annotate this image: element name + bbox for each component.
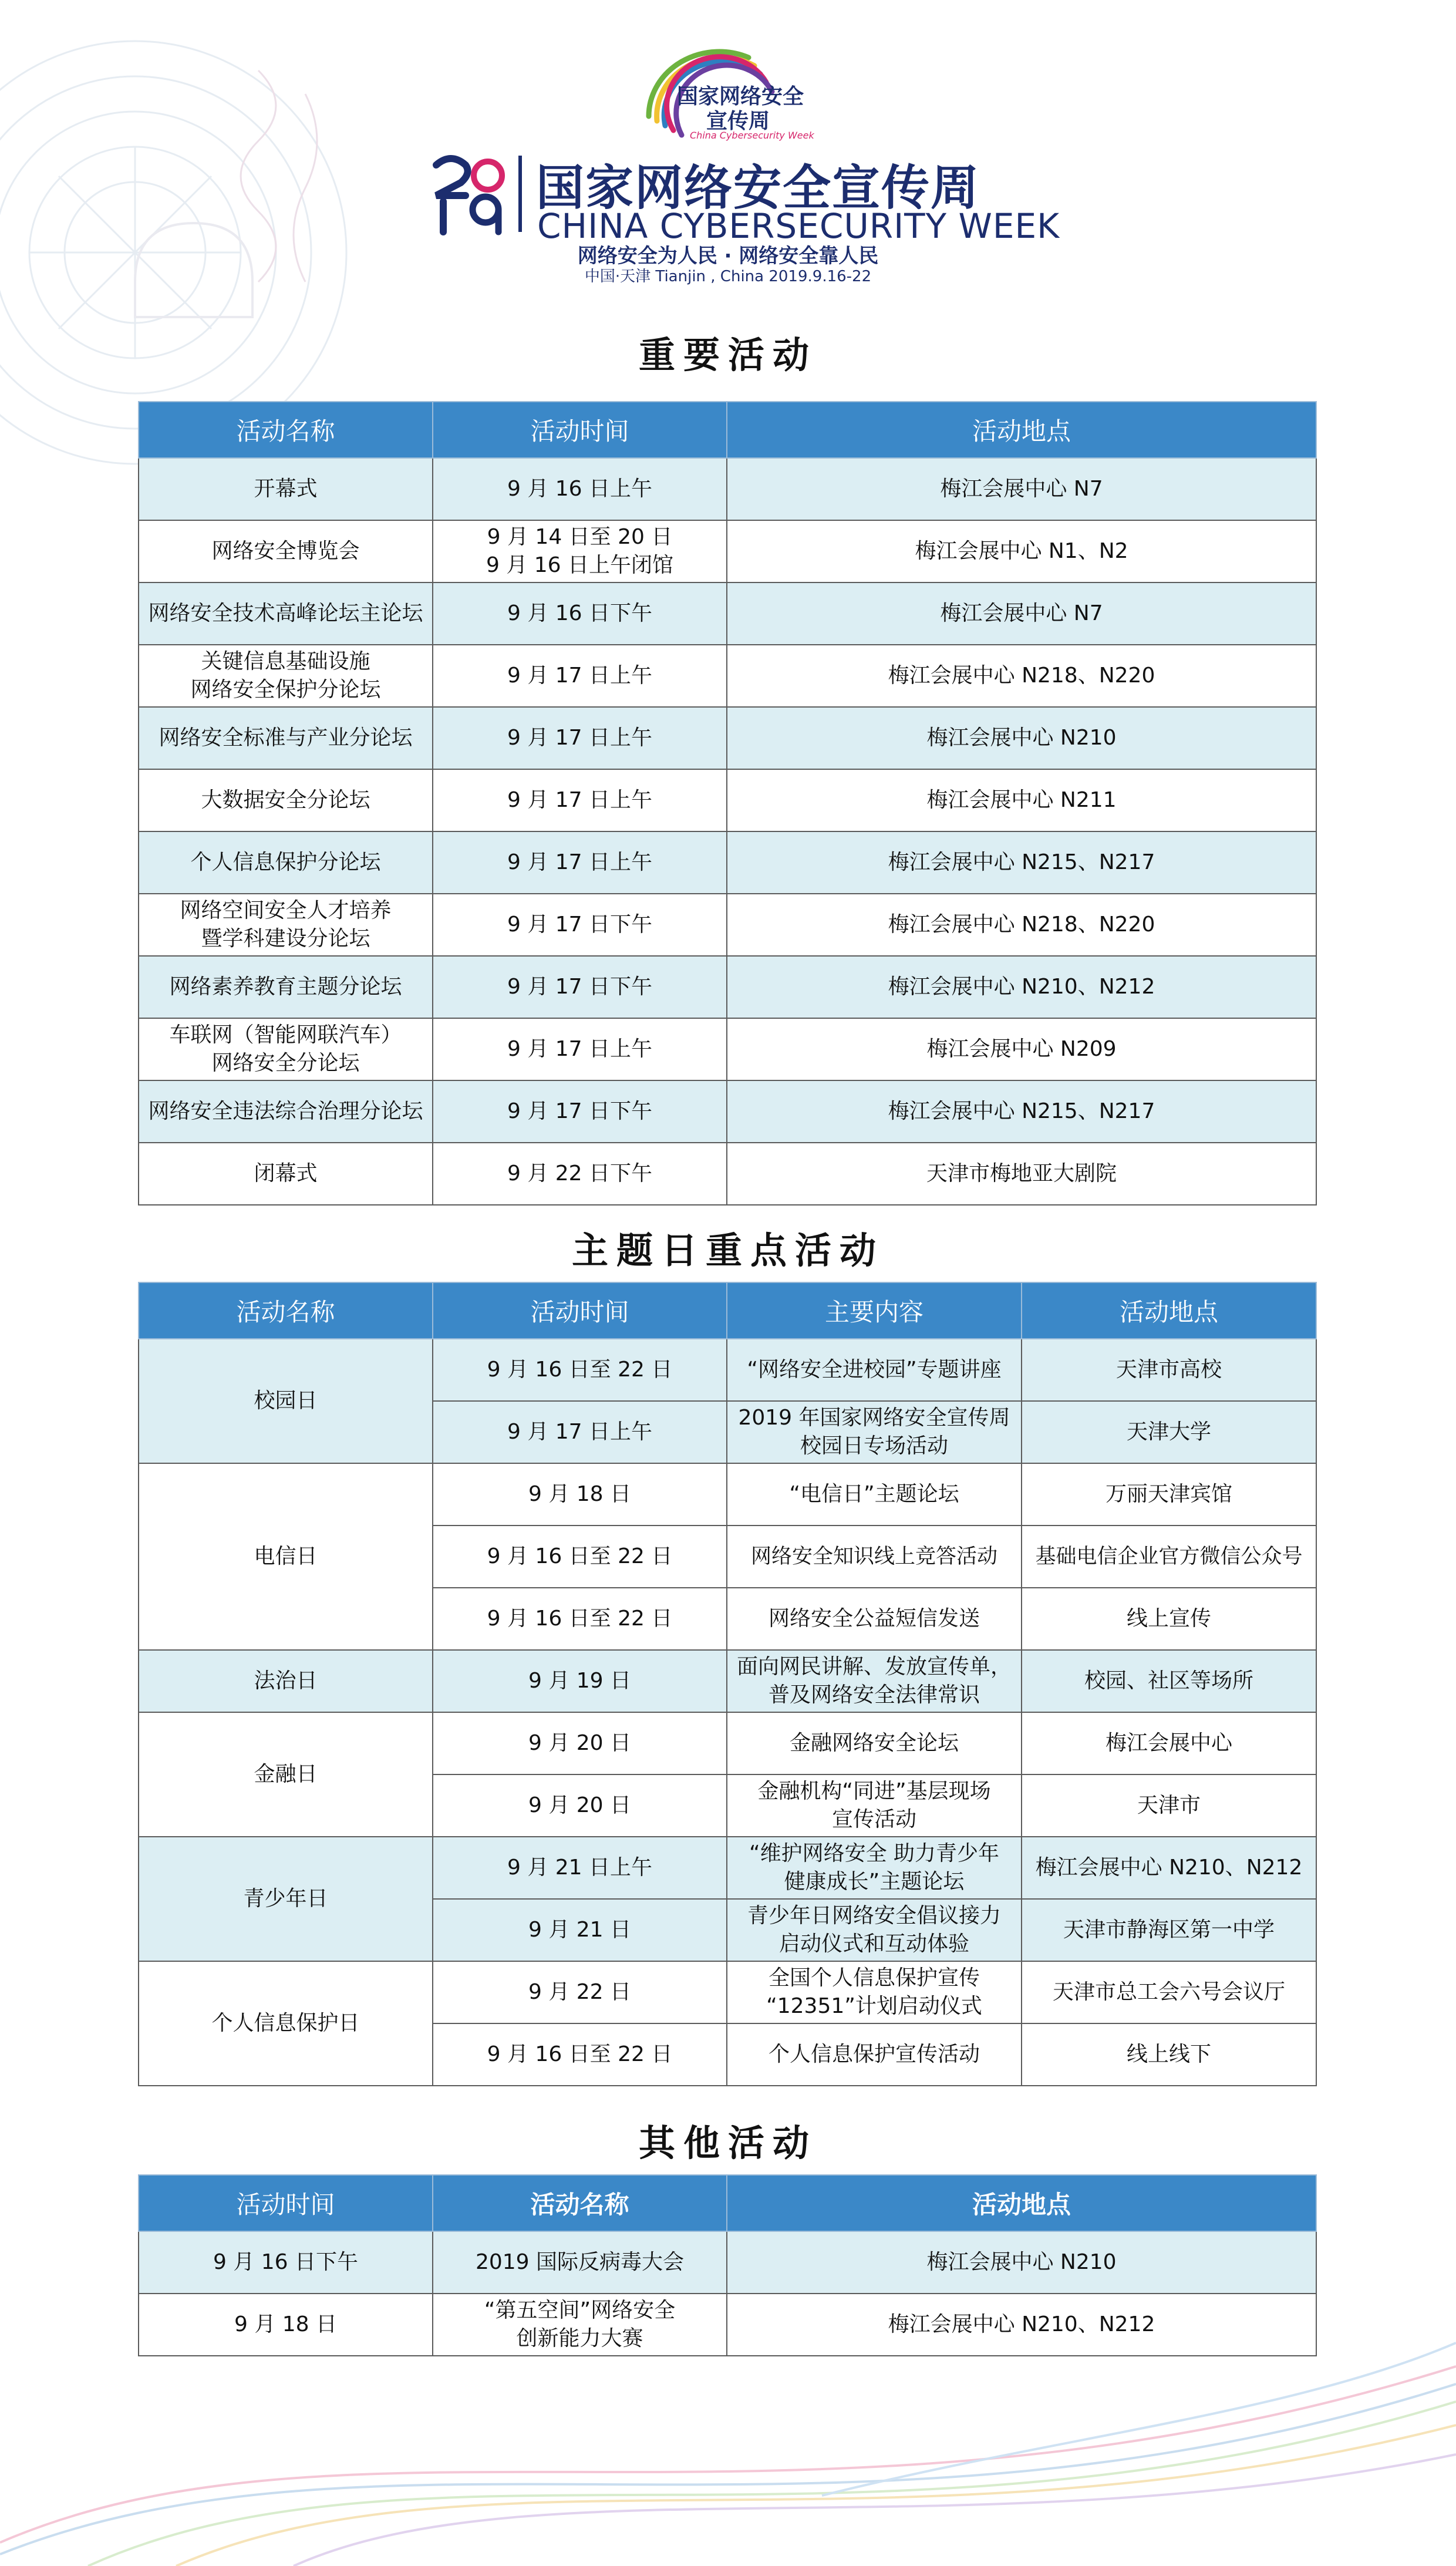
activity-content: 2019 年国家网络安全宣传周 校园日专场活动 [727,1401,1022,1463]
activity-place: 天津大学 [1022,1401,1316,1463]
activity-place: 梅江会展中心 [1022,1712,1316,1774]
table-header-row [139,1282,1316,1339]
activity-time: 9 月 16 日至 22 日 [433,1526,727,1588]
event-time: 9 月 17 日上午 [433,707,727,769]
table-row [139,1143,1316,1205]
activity-place: 天津市高校 [1022,1339,1316,1401]
cybersecurity-week-emblem [631,46,819,151]
activity-time: 9 月 16 日至 22 日 [433,1588,727,1650]
emblem-english-text: China Cybersecurity Week [690,130,814,141]
event-name: 开幕式 [139,458,433,520]
event-place: 梅江会展中心 N218、N220 [727,894,1316,956]
emblem-title-line2: 宣传周 [706,109,770,133]
table-row [139,956,1316,1018]
event-place: 梅江会展中心 N7 [727,458,1316,520]
activity-content: “电信日”主题论坛 [727,1463,1022,1526]
year-text: 2019 [470,233,471,234]
event-place: 天津市梅地亚大剧院 [727,1143,1316,1205]
activity-time: 9 月 21 日 [433,1899,727,1961]
event-name: 闭幕式 [139,1143,433,1205]
event-place: 梅江会展中心 N210、N212 [727,2294,1316,2356]
activity-content: 网络安全知识线上竞答活动 [727,1526,1022,1588]
event-name: 车联网（智能网联汽车） 网络安全分论坛 [139,1018,433,1080]
event-place: 梅江会展中心 N210 [727,2231,1316,2294]
table-row [139,582,1316,645]
theme-day-events-table [138,1282,1317,2086]
event-time: 9 月 17 日下午 [433,1080,727,1143]
event-time: 9 月 17 日下午 [433,894,727,956]
table-row [139,1339,1316,1401]
table-row [139,1837,1316,1899]
event-time: 9 月 17 日上午 [433,769,727,831]
activity-place: 线上线下 [1022,2023,1316,2086]
activity-place: 线上宣传 [1022,1588,1316,1650]
event-time: 9 月 17 日上午 [433,645,727,707]
event-time: 9 月 16 日上午 [433,458,727,520]
activity-place: 梅江会展中心 N210、N212 [1022,1837,1316,1899]
activity-place: 万丽天津宾馆 [1022,1463,1316,1526]
activity-place: 天津市总工会六号会议厅 [1022,1961,1316,2023]
column-header: 活动地点 [1022,1282,1316,1339]
activity-content: “维护网络安全 助力青少年 健康成长”主题论坛 [727,1837,1022,1899]
column-header: 活动地点 [727,402,1316,458]
event-place: 梅江会展中心 N209 [727,1018,1316,1080]
event-time: 9 月 17 日上午 [433,831,727,894]
table-header-row [139,402,1316,458]
wave-ribbon-decoration [0,2319,1456,2566]
activity-place: 天津市 [1022,1774,1316,1837]
main-logo-lockup [432,150,1060,246]
emblem-title-line1: 国家网络安全 [677,85,804,109]
table-row [139,520,1316,582]
event-time: 9 月 17 日上午 [433,1018,727,1080]
activity-content: 青少年日网络安全倡议接力 启动仪式和互动体验 [727,1899,1022,1961]
table-row [139,1080,1316,1143]
event-place: 梅江会展中心 N215、N217 [727,831,1316,894]
table-row [139,1650,1316,1712]
table-row [139,707,1316,769]
table-row [139,894,1316,956]
activity-content: “网络安全进校园”专题讲座 [727,1339,1022,1401]
activity-content: 面向网民讲解、发放宣传单， 普及网络安全法律常识 [727,1650,1022,1712]
event-name: 网络安全博览会 [139,520,433,582]
table-header-row [139,2175,1316,2231]
activity-time: 9 月 19 日 [433,1650,727,1712]
column-header: 活动名称 [139,402,433,458]
activity-content: 金融机构“同进”基层现场 宣传活动 [727,1774,1022,1837]
table-row [139,645,1316,707]
section-title-major-events: 重要活动 [638,334,817,376]
activity-time: 9 月 16 日至 22 日 [433,1339,727,1401]
table-row [139,831,1316,894]
theme-day-name: 青少年日 [139,1837,433,1961]
event-name: 网络素养教育主题分论坛 [139,956,433,1018]
theme-day-name: 法治日 [139,1650,433,1712]
table-row [139,458,1316,520]
event-name: 网络空间安全人才培养 暨学科建设分论坛 [139,894,433,956]
column-header: 活动时间 [139,2175,433,2231]
event-slogan: 网络安全为人民 · 网络安全靠人民 [577,244,879,268]
table-row [139,1961,1316,2023]
column-header: 活动地点 [727,2175,1316,2231]
activity-place: 天津市静海区第一中学 [1022,1899,1316,1961]
event-place: 梅江会展中心 N211 [727,769,1316,831]
event-time: 9 月 17 日下午 [433,956,727,1018]
event-place-date: 中国·天津 Tianjin , China 2019.9.16-22 [584,268,872,285]
event-name: 网络安全技术高峰论坛主论坛 [139,582,433,645]
column-header: 主要内容 [727,1282,1022,1339]
event-place: 梅江会展中心 N210 [727,707,1316,769]
event-title-chinese: 国家网络安全宣传周 [536,160,980,216]
activity-content: 网络安全公益短信发送 [727,1588,1022,1650]
event-time: 9 月 14 日至 20 日 9 月 16 日上午闭馆 [433,520,727,582]
table-row [139,1018,1316,1080]
event-time: 9 月 22 日下午 [433,1143,727,1205]
theme-day-name: 个人信息保护日 [139,1961,433,2086]
table-row [139,2294,1316,2356]
table-row [139,1712,1316,1774]
event-place: 梅江会展中心 N210、N212 [727,956,1316,1018]
year-2019-logo-icon [432,153,508,235]
column-header: 活动名称 [433,2175,727,2231]
other-events-table [138,2174,1317,2356]
event-time: 9 月 16 日下午 [433,582,727,645]
event-name: 大数据安全分论坛 [139,769,433,831]
theme-day-name: 金融日 [139,1712,433,1837]
logo-divider [518,156,522,232]
activity-place: 校园、社区等场所 [1022,1650,1316,1712]
event-name: 网络安全标准与产业分论坛 [139,707,433,769]
event-name: 个人信息保护分论坛 [139,831,433,894]
section-title-theme-days: 主题日重点活动 [571,1229,884,1272]
table-row [139,1463,1316,1526]
activity-time: 9 月 16 日至 22 日 [433,2023,727,2086]
event-name: “第五空间”网络安全 创新能力大赛 [433,2294,727,2356]
activity-time: 9 月 21 日上午 [433,1837,727,1899]
activity-time: 9 月 18 日 [433,1463,727,1526]
event-name: 关键信息基础设施 网络安全保护分论坛 [139,645,433,707]
event-place: 梅江会展中心 N1、N2 [727,520,1316,582]
column-header: 活动时间 [433,402,727,458]
event-place: 梅江会展中心 N7 [727,582,1316,645]
theme-day-name: 校园日 [139,1339,433,1463]
event-name: 网络安全违法综合治理分论坛 [139,1080,433,1143]
event-place: 梅江会展中心 N218、N220 [727,645,1316,707]
event-time: 9 月 18 日 [139,2294,433,2356]
activity-place: 基础电信企业官方微信公众号 [1022,1526,1316,1588]
table-row [139,2231,1316,2294]
event-place: 梅江会展中心 N215、N217 [727,1080,1316,1143]
section-title-other-events: 其他活动 [638,2122,817,2164]
theme-day-name: 电信日 [139,1463,433,1650]
event-time: 9 月 16 日下午 [139,2231,433,2294]
activity-content: 全国个人信息保护宣传 “12351”计划启动仪式 [727,1961,1022,2023]
activity-time: 9 月 17 日上午 [433,1401,727,1463]
activity-time: 9 月 20 日 [433,1712,727,1774]
activity-time: 9 月 22 日 [433,1961,727,2023]
event-header [0,0,1456,294]
column-header: 活动名称 [139,1282,433,1339]
table-row [139,769,1316,831]
activity-time: 9 月 20 日 [433,1774,727,1837]
activity-content: 个人信息保护宣传活动 [727,2023,1022,2086]
event-name: 2019 国际反病毒大会 [433,2231,727,2294]
column-header: 活动时间 [433,1282,727,1339]
major-events-table [138,401,1317,1205]
event-title-english: CHINA CYBERSECURITY WEEK [537,206,1060,246]
activity-content: 金融网络安全论坛 [727,1712,1022,1774]
